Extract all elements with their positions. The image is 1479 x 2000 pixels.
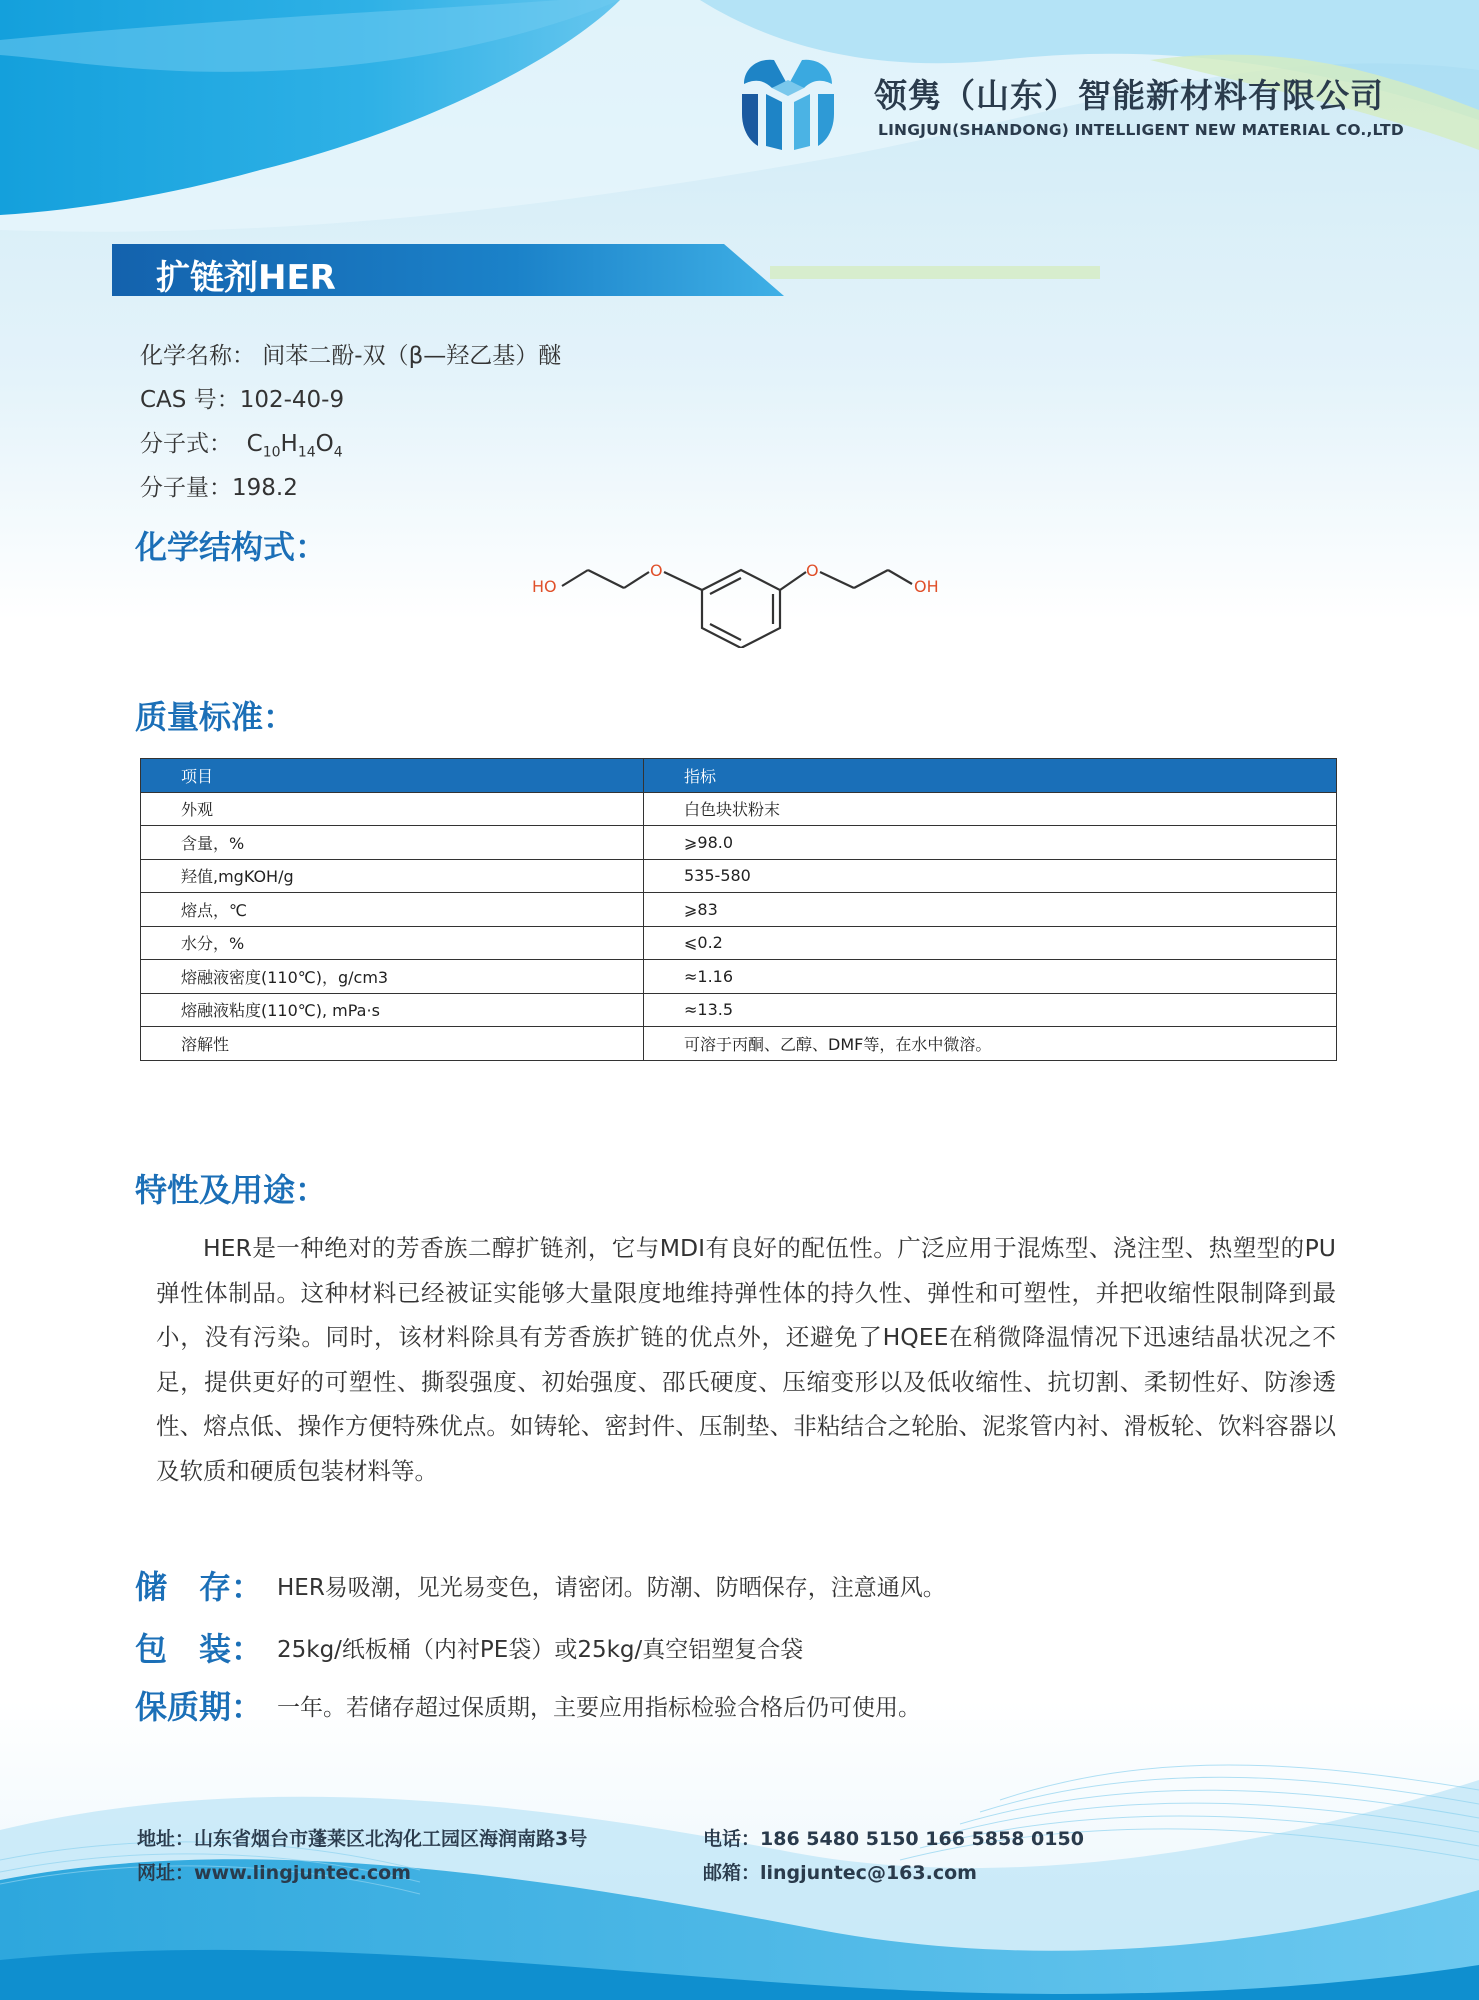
packing-label: 包 装： bbox=[135, 1630, 264, 1668]
title-accent-line bbox=[770, 266, 1100, 279]
product-title: 扩链剂HER bbox=[156, 258, 336, 298]
structure-heading: 化学结构式： bbox=[135, 528, 328, 566]
features-heading: 特性及用途： bbox=[135, 1171, 328, 1209]
storage-label: 储 存： bbox=[135, 1568, 264, 1606]
table-row: 熔点，℃ ⩾83 bbox=[141, 893, 1337, 927]
shelf-life-label: 保质期： bbox=[135, 1688, 264, 1726]
storage-value: HER易吸潮，见光易变色，请密闭。防潮、防晒保存，注意通风。 bbox=[277, 1575, 946, 1601]
footer-email[interactable]: 邮箱：lingjuntec@163.com bbox=[703, 1862, 977, 1884]
molecular-weight: 分子量：198.2 bbox=[140, 475, 298, 501]
packing-value: 25kg/纸板桶（内衬PE袋）或25kg/真空铝塑复合袋 bbox=[277, 1637, 804, 1663]
footer-address: 地址：山东省烟台市蓬莱区北沟化工园区海润南路3号 bbox=[137, 1828, 588, 1850]
quality-heading: 质量标准： bbox=[135, 698, 296, 736]
quality-table bbox=[140, 758, 1337, 1061]
chemical-name: 化学名称： 间苯二酚-双（β—羟乙基）醚 bbox=[140, 343, 562, 369]
o-left-label: O bbox=[650, 561, 663, 580]
table-row: 熔融液粘度(110℃), mPa·s ≈13.5 bbox=[141, 993, 1337, 1027]
o-right-label: O bbox=[806, 561, 819, 580]
oh-right-label: OH bbox=[914, 577, 939, 596]
table-row: 溶解性 可溶于丙酮、乙醇、DMF等，在水中微溶。 bbox=[141, 1027, 1337, 1061]
table-row: 羟值,mgKOH/g 535-580 bbox=[141, 859, 1337, 893]
table-row: 外观 白色块状粉末 bbox=[141, 792, 1337, 826]
footer-website[interactable]: 网址：www.lingjuntec.com bbox=[137, 1862, 411, 1884]
company-name-en: LINGJUN(SHANDONG) INTELLIGENT NEW MATERIAL CO.,LTD bbox=[878, 121, 1404, 139]
header-spec: 指标 bbox=[644, 759, 1337, 793]
table-row: 水分，% ⩽0.2 bbox=[141, 926, 1337, 960]
table-row: 熔融液密度(110℃)，g/cm3 ≈1.16 bbox=[141, 960, 1337, 994]
footer-phone: 电话：186 5480 5150 166 5858 0150 bbox=[703, 1828, 1084, 1850]
cas-number: CAS 号：102-40-9 bbox=[140, 387, 345, 413]
ho-left-label: HO bbox=[532, 577, 557, 596]
header-item: 项目 bbox=[141, 759, 644, 793]
company-logo-icon bbox=[736, 54, 840, 154]
company-name-cn: 领隽（山东）智能新材料有限公司 bbox=[874, 76, 1384, 115]
table-row: 含量，% ⩾98.0 bbox=[141, 826, 1337, 860]
shelf-life-value: 一年。若储存超过保质期，主要应用指标检验合格后仍可使用。 bbox=[277, 1695, 921, 1721]
table-header-row bbox=[141, 759, 1337, 793]
chemical-structure-diagram bbox=[520, 548, 960, 648]
features-paragraph: HER是一种绝对的芳香族二醇扩链剂，它与MDI有良好的配伍性。广泛应用于混炼型、浇注型、热塑型的PU弹性体制品。这种材料已经被证实能够大量限度地维持弹性体的持久性、弹性和可塑性，并把收缩性限制降到最小，没有污染。同时，该材料除具有芳香族扩链的优点外，还避免了HQEE在稍微降温情况下迅速结晶状况之不足，提供更好的可塑性、撕裂强度、初始强度、邵氏硬度、压缩变形以及低收缩性、抗切割、柔韧性好、防渗透性、熔点低、操作方便特殊优点。如铸轮、密封件、压制垫、非粘结合之轮胎、泥浆管内衬、滑板轮、饮料容器以及软质和硬质包装材料等。 bbox=[156, 1234, 1336, 1485]
molecular-formula: 分子式： $C_{10}H_{14}O_4$ bbox=[140, 431, 343, 461]
